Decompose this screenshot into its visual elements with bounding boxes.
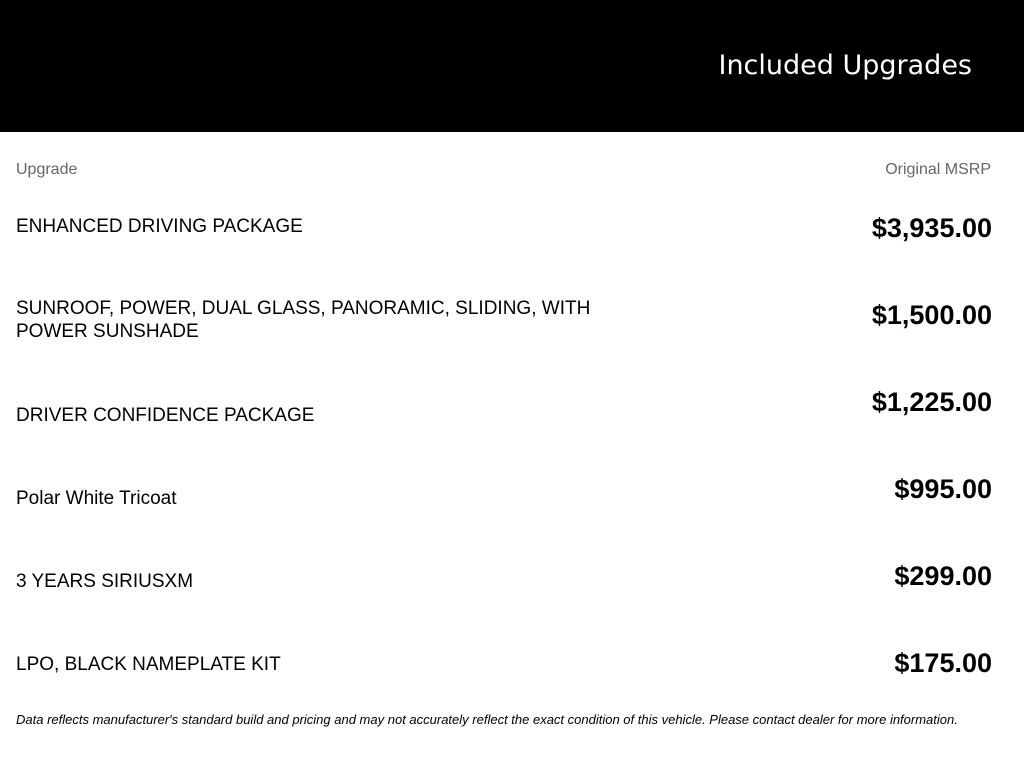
upgrade-price: $995.00 bbox=[894, 474, 992, 504]
upgrade-name: LPO, BLACK NAMEPLATE KIT bbox=[16, 654, 281, 675]
upgrade-name: 3 YEARS SIRIUSXM bbox=[16, 571, 194, 592]
upgrade-price: $3,935.00 bbox=[871, 213, 992, 243]
upgrade-price: $1,500.00 bbox=[871, 300, 992, 330]
upgrade-name: ENHANCED DRIVING PACKAGE bbox=[16, 216, 303, 237]
upgrade-price: $1,225.00 bbox=[871, 387, 992, 417]
upgrade-name: SUNROOF, POWER, DUAL GLASS, PANORAMIC, SLIDING, WITH POWER SUNSHADE bbox=[16, 298, 591, 342]
header-banner bbox=[0, 0, 1024, 132]
upgrade-price: $299.00 bbox=[894, 561, 992, 591]
page-title: Included Upgrades bbox=[718, 50, 972, 81]
column-header-upgrade: Upgrade bbox=[16, 161, 78, 178]
upgrade-name: DRIVER CONFIDENCE PACKAGE bbox=[16, 405, 315, 426]
disclaimer-text: Data reflects manufacturer's standard build and pricing and may not accurately reflect the exact condition of this vehicle. Please contact dealer for more information. bbox=[16, 712, 958, 727]
upgrade-price: $175.00 bbox=[894, 648, 992, 678]
column-header-msrp: Original MSRP bbox=[885, 161, 991, 178]
upgrade-name: Polar White Tricoat bbox=[16, 488, 177, 509]
